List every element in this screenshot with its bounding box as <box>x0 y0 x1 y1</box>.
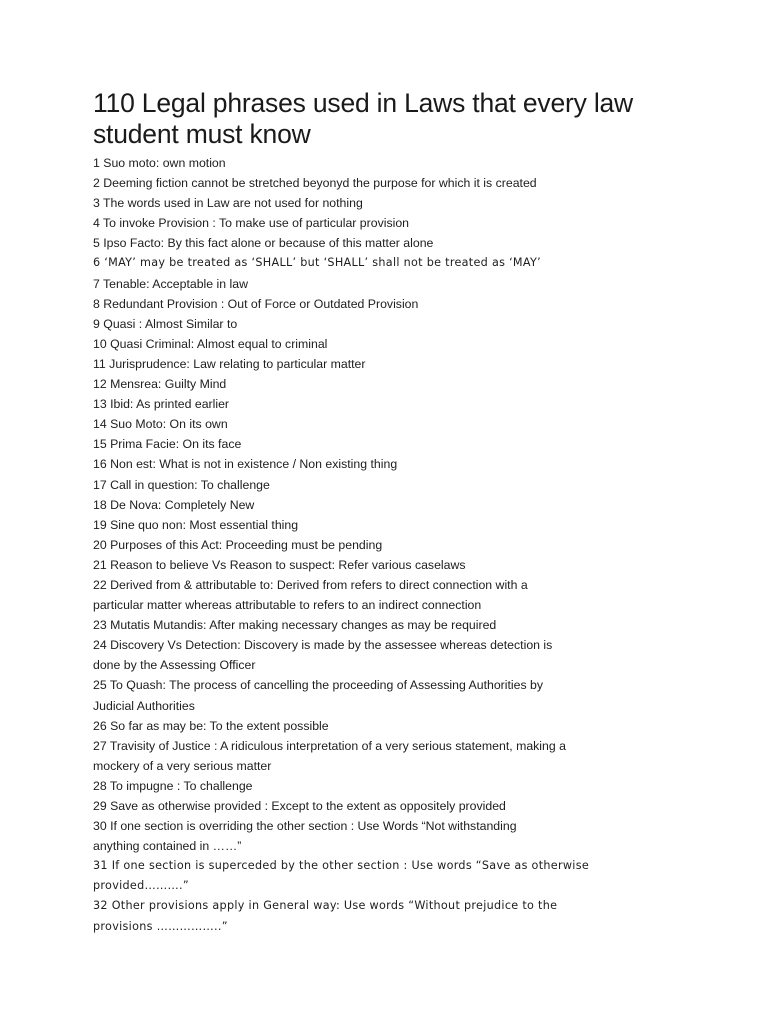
list-item: 8 Redundant Provision : Out of Force or Outdated Provision <box>93 296 419 311</box>
document-page <box>93 88 693 937</box>
list-item: 5 Ipso Facto: By this fact alone or because of this matter alone <box>93 236 434 251</box>
list-item: 6 ‘MAY’ may be treated as ‘SHALL’ but ‘SHALL’ shall not be treated as ‘MAY’ <box>93 256 541 270</box>
phrase-list <box>93 153 693 937</box>
list-item: 21 Reason to believe Vs Reason to suspect: Refer various caselaws <box>93 557 466 572</box>
list-item: 20 Purposes of this Act: Proceeding must be pending <box>93 537 383 552</box>
list-item: 15 Prima Facie: On its face <box>93 437 242 452</box>
list-item-continuation: particular matter whereas attributable to refers to an indirect connection <box>93 598 482 613</box>
list-item: 7 Tenable: Acceptable in law <box>93 276 248 291</box>
list-item-continuation: done by the Assessing Officer <box>93 658 256 673</box>
list-item: 17 Call in question: To challenge <box>93 477 270 492</box>
list-item: 14 Suo Moto: On its own <box>93 417 228 432</box>
list-item: 11 Jurisprudence: Law relating to particular matter <box>93 356 366 371</box>
list-item: 29 Save as otherwise provided : Except to the extent as oppositely provided <box>93 799 506 813</box>
list-item: 24 Discovery Vs Detection: Discovery is made by the assessee whereas detection is <box>93 638 553 653</box>
list-item-continuation: Judicial Authorities <box>93 698 195 713</box>
list-item: 18 De Nova: Completely New <box>93 497 255 512</box>
list-item: 2 Deeming fiction cannot be stretched beyonyd the purpose for which it is created <box>93 176 537 191</box>
list-item: 9 Quasi : Almost Similar to <box>93 316 238 331</box>
list-item: 23 Mutatis Mutandis: After making necessary changes as may be required <box>93 618 497 633</box>
list-item: 1 Suo moto: own motion <box>93 156 226 170</box>
list-item: 3 The words used in Law are not used for nothing <box>93 196 363 211</box>
list-item: 26 So far as may be: To the extent possible <box>93 718 329 733</box>
list-item: 31 If one section is superceded by the other section : Use words “Save as otherwise <box>93 859 590 873</box>
list-item-continuation: provided……….” <box>93 879 189 893</box>
list-item: 16 Non est: What is not in existence / Non existing thing <box>93 457 398 472</box>
list-item-continuation: anything contained in ……” <box>93 839 242 854</box>
document-title: 110 Legal phrases used in Laws that every law student must know <box>93 88 633 149</box>
list-item: 30 If one section is overriding the other section : Use Words “Not withstanding <box>93 819 517 834</box>
list-item: 10 Quasi Criminal: Almost equal to criminal <box>93 336 328 351</box>
list-item: 13 Ibid: As printed earlier <box>93 397 230 412</box>
list-item: 22 Derived from & attributable to: Derived from refers to direct connection with a <box>93 577 528 592</box>
list-item: 32 Other provisions apply in General way: Use words “Without prejudice to the <box>93 899 558 913</box>
list-item: 27 Travisity of Justice : A ridiculous interpretation of a very serious statement, making a <box>93 738 566 753</box>
list-item: 28 To impugne : To challenge <box>93 778 253 793</box>
list-item-continuation: provisions ……………..” <box>93 919 228 933</box>
list-item-continuation: mockery of a very serious matter <box>93 758 272 773</box>
list-item: 4 To invoke Provision : To make use of particular provision <box>93 216 410 231</box>
list-item: 19 Sine quo non: Most essential thing <box>93 517 299 532</box>
list-item: 12 Mensrea: Guilty Mind <box>93 377 227 392</box>
list-item: 25 To Quash: The process of cancelling the proceeding of Assessing Authorities by <box>93 678 544 693</box>
